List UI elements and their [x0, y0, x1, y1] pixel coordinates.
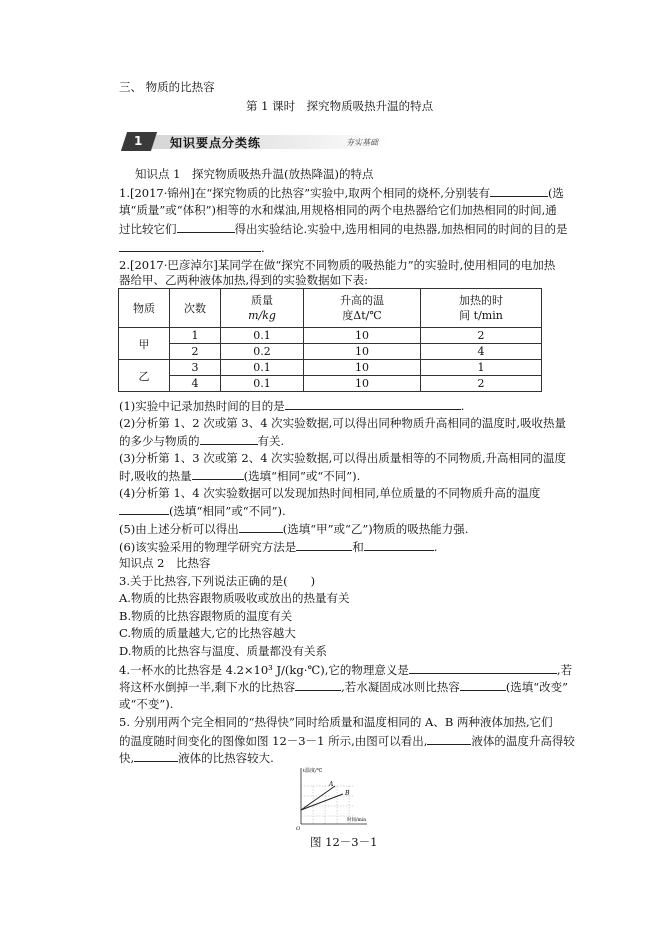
q2-blank-1[interactable]	[285, 398, 461, 410]
banner-tag: 夯实基础	[346, 138, 378, 147]
q1-text-1a: 1.[2017·锦州]在“探究物质的比热容”实验中,取两个相同的烧杯,分别装有	[119, 186, 490, 200]
table-cell: 0.1	[221, 360, 304, 376]
q2-sub1-text: (1)实验中记录加热时间的目的是	[119, 399, 285, 413]
q3-option-d[interactable]: D.物质的比热容与温度、质量都没有关系	[119, 644, 327, 658]
q4-text-1b: ,若	[556, 663, 573, 677]
q2-line2: 器给甲、乙两种液体加热,得到的实验数据如下表:	[119, 273, 369, 287]
q1-line2: 填“质量”或“体积”)相等的水和煤油,用规格相同的两个电热器给它们加热相同的时间,通	[119, 203, 557, 217]
table-cell: 1	[421, 360, 542, 376]
q2-blank-3[interactable]	[192, 468, 244, 480]
q2-sub4-line1: (4)分析第 1、4 次实验数据可以发现加热时间相同,单位质量的不同物质升高的温度	[119, 486, 541, 500]
th-trial: 次数	[170, 289, 221, 328]
q2-blank-6[interactable]	[296, 539, 352, 551]
q1-line1	[119, 185, 564, 200]
q4-text-2c: (选填“改变”	[505, 680, 569, 694]
table-row	[119, 360, 542, 376]
th-temp-line2: 度Δt/℃	[342, 309, 382, 322]
q2-sub4-line2	[119, 503, 286, 518]
q2-line1: 2.[2017·巴彦淖尔]某同学在做“探究不同物质的吸热能力”的实验时,使用相同的电加热	[119, 258, 556, 272]
th-temp	[304, 289, 421, 328]
table-row	[119, 328, 542, 344]
q5-blank-1[interactable]	[427, 733, 471, 745]
q4-line3: 或“不变”).	[119, 697, 174, 711]
lesson-title: 第 1 课时 探究物质吸热升温的特点	[246, 99, 434, 113]
q4-text-2a: 将这杯水倒掉一半,剩下水的比热容	[119, 680, 296, 694]
q2-sub2-end: 有关.	[257, 434, 285, 448]
q2-sub3-line2	[119, 468, 360, 483]
line-a	[301, 786, 335, 810]
q2-sub6-end: .	[433, 540, 438, 554]
cell-substance-jia: 甲	[119, 328, 170, 360]
banner-number: 1	[134, 134, 143, 148]
q2-blank-7[interactable]	[364, 539, 434, 551]
q5-blank-2[interactable]	[134, 750, 178, 762]
q5-text-2b: 液体的温度升高得较	[471, 734, 575, 748]
q1-blank-3[interactable]	[119, 240, 261, 252]
q1-text-4: .	[261, 241, 265, 255]
q4-text-1a: 4.一杯水的比热容是 4.2×10³ J/(kg·℃),它的物理意义是	[119, 663, 409, 677]
line-a-label: A	[329, 781, 334, 788]
q1-text-3b: 得出实验结论.实验中,选用相同的电热器,加热相同的时间的目的是	[234, 222, 568, 236]
q3-option-c[interactable]: C.物质的质量越大,它的比热容越大	[119, 626, 296, 640]
th-mass-line2: m/kg	[248, 309, 276, 322]
line-b	[301, 794, 343, 810]
q2-sub1-end: .	[460, 399, 465, 413]
table-cell: 2	[421, 376, 542, 392]
table-cell: 4	[170, 376, 221, 392]
q3-stem: 3.关于比热容,下列说法正确的是( )	[119, 574, 316, 588]
q2-sub4-text: (选填“相同”或“不同”).	[169, 504, 286, 518]
q2-sub2-line1: (2)分析第 1、2 次或第 3、4 次实验数据,可以得出同种物质升高相同的温度时,吸收热量	[119, 416, 566, 430]
section-heading: 三、 物质的比热容	[119, 80, 215, 94]
q2-blank-4[interactable]	[119, 503, 169, 515]
graph-y-label: t温度/℃	[303, 768, 323, 774]
q2-sub5-text: (5)由上述分析可以得出	[119, 522, 239, 536]
banner-title: 知识要点分类练	[170, 136, 262, 150]
table-cell: 10	[304, 344, 421, 360]
q2-sub6	[119, 539, 437, 554]
q5-line3	[119, 750, 274, 765]
figure-caption: 图 12－3－1	[310, 835, 378, 849]
graph-origin: O	[296, 826, 301, 832]
table-cell: 1	[170, 328, 221, 344]
q2-blank-5[interactable]	[239, 521, 283, 533]
table-cell: 10	[304, 360, 421, 376]
q1-line4	[119, 240, 265, 255]
q2-sub3-end: (选填“相同”或“不同”).	[243, 469, 361, 483]
q4-blank-3[interactable]	[460, 679, 506, 691]
table-cell: 2	[421, 328, 542, 344]
q3-option-b[interactable]: B.物质的比热容跟物质的温度有关	[119, 609, 293, 623]
q5-text-3a: 快,	[119, 751, 135, 765]
table-cell: 0.1	[221, 328, 304, 344]
th-time-line1: 加热的时	[459, 294, 503, 307]
q2-sub3-line1: (3)分析第 1、3 次或第 2、4 次实验数据,可以得出质量相等的不同物质,升高相同的温度	[119, 451, 566, 465]
q4-blank-1[interactable]	[409, 662, 557, 674]
q2-sub2-text: 的多少与物质的	[119, 434, 200, 448]
q1-line3	[119, 221, 567, 236]
line-b-label: B	[345, 790, 350, 797]
q5-text-3b: 液体的比热容较大.	[178, 751, 274, 765]
q2-sub5-end: (选填“甲”或“乙”)物质的吸热能力强.	[282, 522, 469, 536]
table-header-row	[119, 289, 542, 328]
th-temp-line1: 升高的温	[340, 294, 384, 307]
q4-blank-2[interactable]	[295, 679, 341, 691]
q4-line1	[119, 662, 572, 677]
table-row	[119, 376, 542, 392]
table-cell: 10	[304, 328, 421, 344]
q5-text-2a: 的温度随时间变化的图像如图 12－3－1 所示,由图可以看出,	[119, 734, 428, 748]
q2-sub6-text: (6)该实验采用的物理学研究方法是	[119, 540, 297, 554]
th-time	[421, 289, 542, 328]
temperature-time-graph	[291, 764, 371, 836]
table-cell: 3	[170, 360, 221, 376]
q1-blank-1[interactable]	[490, 185, 548, 197]
th-time-line2: 间 t/min	[459, 309, 503, 322]
table-cell: 0.2	[221, 344, 304, 360]
q3-option-a[interactable]: A.物质的比热容跟物质吸收或放出的热量有关	[119, 591, 350, 605]
th-mass	[221, 289, 304, 328]
data-table	[118, 288, 542, 392]
q5-line1: 5. 分别用两个完全相同的“热得快”同时给质量和温度相同的 A、B 两种液体加热,它们	[119, 715, 553, 729]
q2-sub3-text: 时,吸收的热量	[119, 469, 192, 483]
q2-sub6-and: 和	[352, 540, 364, 554]
q4-line2	[119, 679, 568, 694]
q1-text-3a: 过比较它们	[119, 222, 177, 236]
q4-text-2b: ,若水凝固成冰则比热容	[341, 680, 460, 694]
cell-substance-yi: 乙	[119, 360, 170, 392]
th-substance: 物质	[119, 289, 170, 328]
graph-x-label: 时间/min	[347, 818, 367, 823]
section-banner	[120, 131, 395, 153]
q2-sub1	[119, 398, 464, 413]
q1-blank-2[interactable]	[177, 221, 235, 233]
q2-sub5	[119, 521, 468, 536]
q2-sub2-line2	[119, 433, 284, 448]
knowledge-point-2: 知识点 2 比热容	[119, 556, 211, 570]
th-mass-line1: 质量	[251, 294, 273, 307]
table-row	[119, 344, 542, 360]
table-cell: 2	[170, 344, 221, 360]
knowledge-point-1: 知识点 1 探究物质吸热升温(放热降温)的特点	[135, 167, 374, 181]
table-cell: 0.1	[221, 376, 304, 392]
q5-line2	[119, 733, 575, 748]
q1-text-1b: (选	[547, 186, 564, 200]
table-cell: 10	[304, 376, 421, 392]
table-cell: 4	[421, 344, 542, 360]
q2-blank-2[interactable]	[200, 433, 258, 445]
